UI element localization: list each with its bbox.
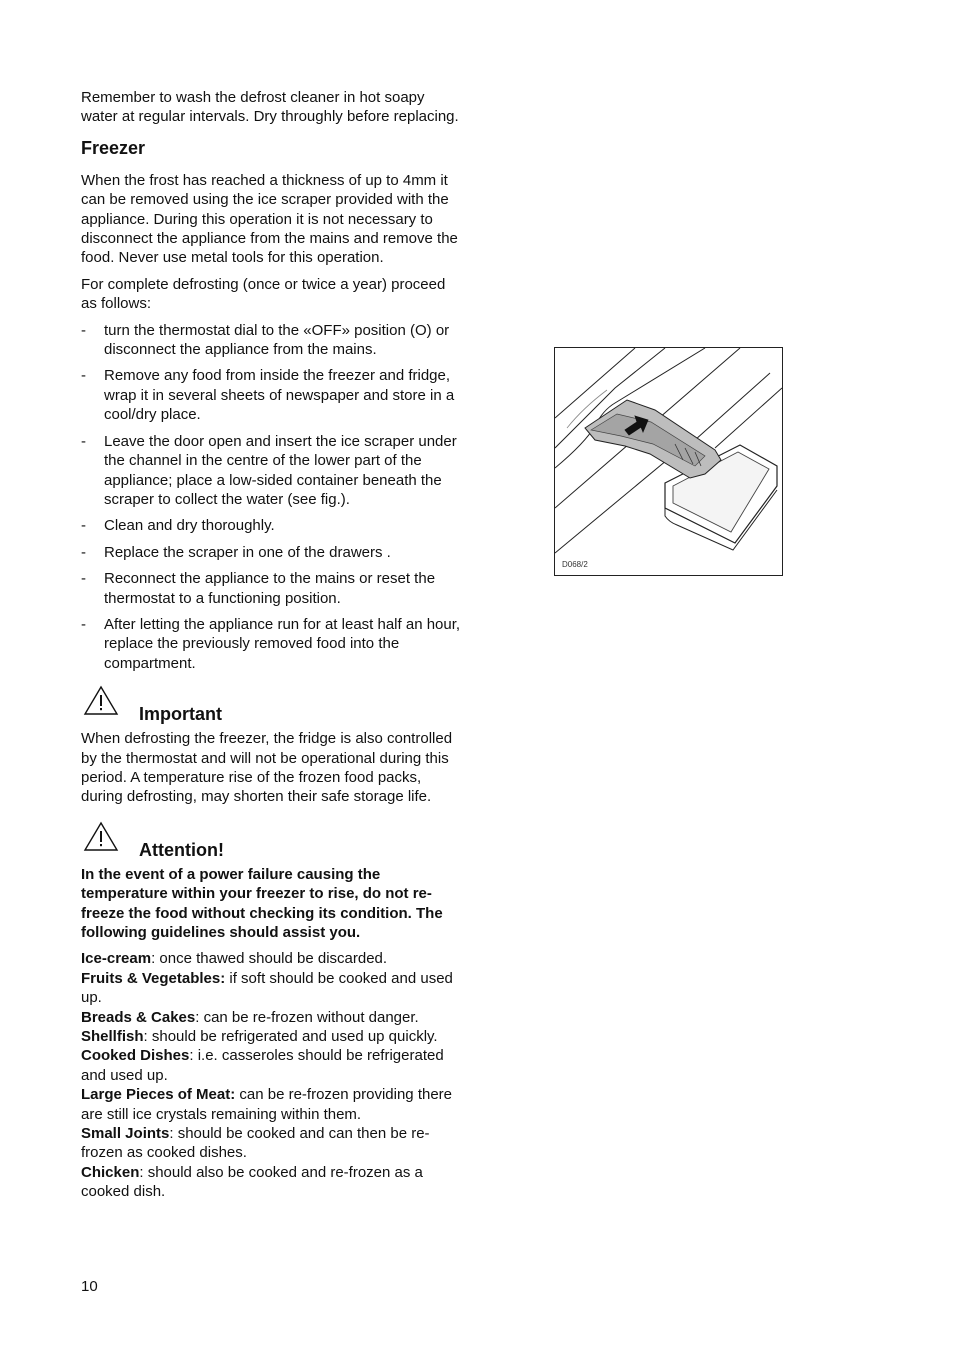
- guideline-item: [81, 949, 461, 968]
- guideline-desc: if soft should be cooked and used up.: [81, 969, 453, 1007]
- warning-triangle-icon: [83, 821, 119, 852]
- warning-triangle-icon: [83, 685, 119, 716]
- guideline-desc: : should be refrigerated and used up quickly.: [143, 1028, 438, 1046]
- defrost-steps-list: [81, 321, 461, 674]
- guideline-term: Fruits & Vegetables:: [81, 969, 226, 987]
- guideline-item: [81, 1008, 461, 1027]
- guideline-desc: : should also be cooked and re-frozen as a cooked dish.: [81, 1163, 423, 1201]
- main-column: [81, 88, 461, 1202]
- guideline-term: Small Joints: [81, 1125, 170, 1143]
- guideline-term: Breads & Cakes: [81, 1008, 196, 1026]
- list-dash: -: [81, 517, 86, 535]
- list-item: [81, 543, 461, 562]
- important-text: When defrosting the freezer, the fridge is also controlled by the thermostat and will not be operational during this period. A temperature rise of the frozen food packs, during defrosting, may shorten their safe storage life.: [81, 730, 453, 806]
- guideline-item: [81, 1027, 461, 1046]
- guideline-desc: : should be cooked and can then be re-frozen as cooked dishes.: [81, 1125, 430, 1162]
- guideline-desc: : once thawed should be discarded.: [151, 950, 388, 968]
- list-dash: -: [81, 543, 86, 561]
- guideline-term: Shellfish: [81, 1028, 144, 1046]
- list-item-text: Leave the door open and insert the ice scraper under the channel in the centre of the lower part of the appliance; place a low-sided container beneath the scraper to collect the water (see fig.).: [104, 432, 457, 508]
- guideline-item: [81, 1124, 461, 1163]
- list-dash: -: [81, 367, 86, 385]
- list-item-text: Clean and dry thoroughly.: [104, 517, 275, 535]
- guideline-term: Cooked Dishes: [81, 1047, 190, 1065]
- list-item-text: turn the thermostat dial to the «OFF» position (O) or disconnect the appliance from the mains.: [104, 321, 450, 359]
- guideline-desc: can be re-frozen providing there are still ice crystals remaining within them.: [81, 1086, 453, 1123]
- list-dash: -: [81, 432, 86, 450]
- list-item: [81, 569, 461, 608]
- guideline-term: Large Pieces of Meat:: [81, 1086, 236, 1104]
- list-item-text: Reconnect the appliance to the mains or reset the thermostat to a functioning position.: [104, 570, 436, 607]
- guideline-item: [81, 1085, 461, 1124]
- guideline-item: [81, 969, 461, 1008]
- list-dash: -: [81, 615, 86, 633]
- list-dash: -: [81, 570, 86, 588]
- guideline-item: [81, 1046, 461, 1085]
- important-callout: [81, 683, 461, 729]
- guideline-item: [81, 1163, 461, 1202]
- list-item: [81, 516, 461, 535]
- ice-scraper-figure: [554, 347, 783, 576]
- attention-text: In the event of a power failure causing the temperature within your freezer to rise, do not re-freeze the food without checking its condition. The following guidelines should assist you.: [81, 865, 443, 941]
- list-item: [81, 432, 461, 510]
- guideline-desc: : can be re-frozen without danger.: [195, 1008, 419, 1026]
- ice-scraper-illustration-icon: [555, 348, 782, 575]
- important-heading: Important: [139, 704, 222, 725]
- freezer-heading: Freezer: [81, 137, 146, 158]
- list-dash: -: [81, 321, 86, 339]
- list-item: [81, 366, 461, 424]
- guideline-term: Ice-cream: [81, 950, 152, 968]
- list-item-text: After letting the appliance run for at least half an hour, replace the previously removed food into the compartment.: [104, 615, 461, 672]
- page-number: 10: [81, 1278, 98, 1295]
- figure-code: D068/2: [562, 560, 588, 569]
- attention-callout: [81, 819, 461, 865]
- guideline-term: Chicken: [81, 1163, 140, 1181]
- freezer-paragraph-2: For complete defrosting (once or twice a year) proceed as follows:: [81, 275, 446, 313]
- intro-paragraph: Remember to wash the defrost cleaner in hot soapy water at regular intervals. Dry throughly before replacing.: [81, 89, 459, 126]
- list-item-text: Remove any food from inside the freezer and fridge, wrap it in several sheets of newspaper and store in a cool/dry place.: [104, 367, 455, 424]
- guideline-desc: : i.e. casseroles should be refrigerated and used up.: [81, 1047, 444, 1084]
- list-item: [81, 615, 461, 673]
- list-item: [81, 321, 461, 360]
- freezer-paragraph-1: When the frost has reached a thickness of up to 4mm it can be removed using the ice scraper provided with the appliance. During this operation it is not necessary to disconnect the appliance from the mains and remove the food. Never use metal tools for this operation.: [81, 171, 458, 267]
- food-guidelines: [81, 949, 461, 1201]
- list-item-text: Replace the scraper in one of the drawers .: [104, 543, 391, 561]
- attention-heading: Attention!: [139, 839, 224, 860]
